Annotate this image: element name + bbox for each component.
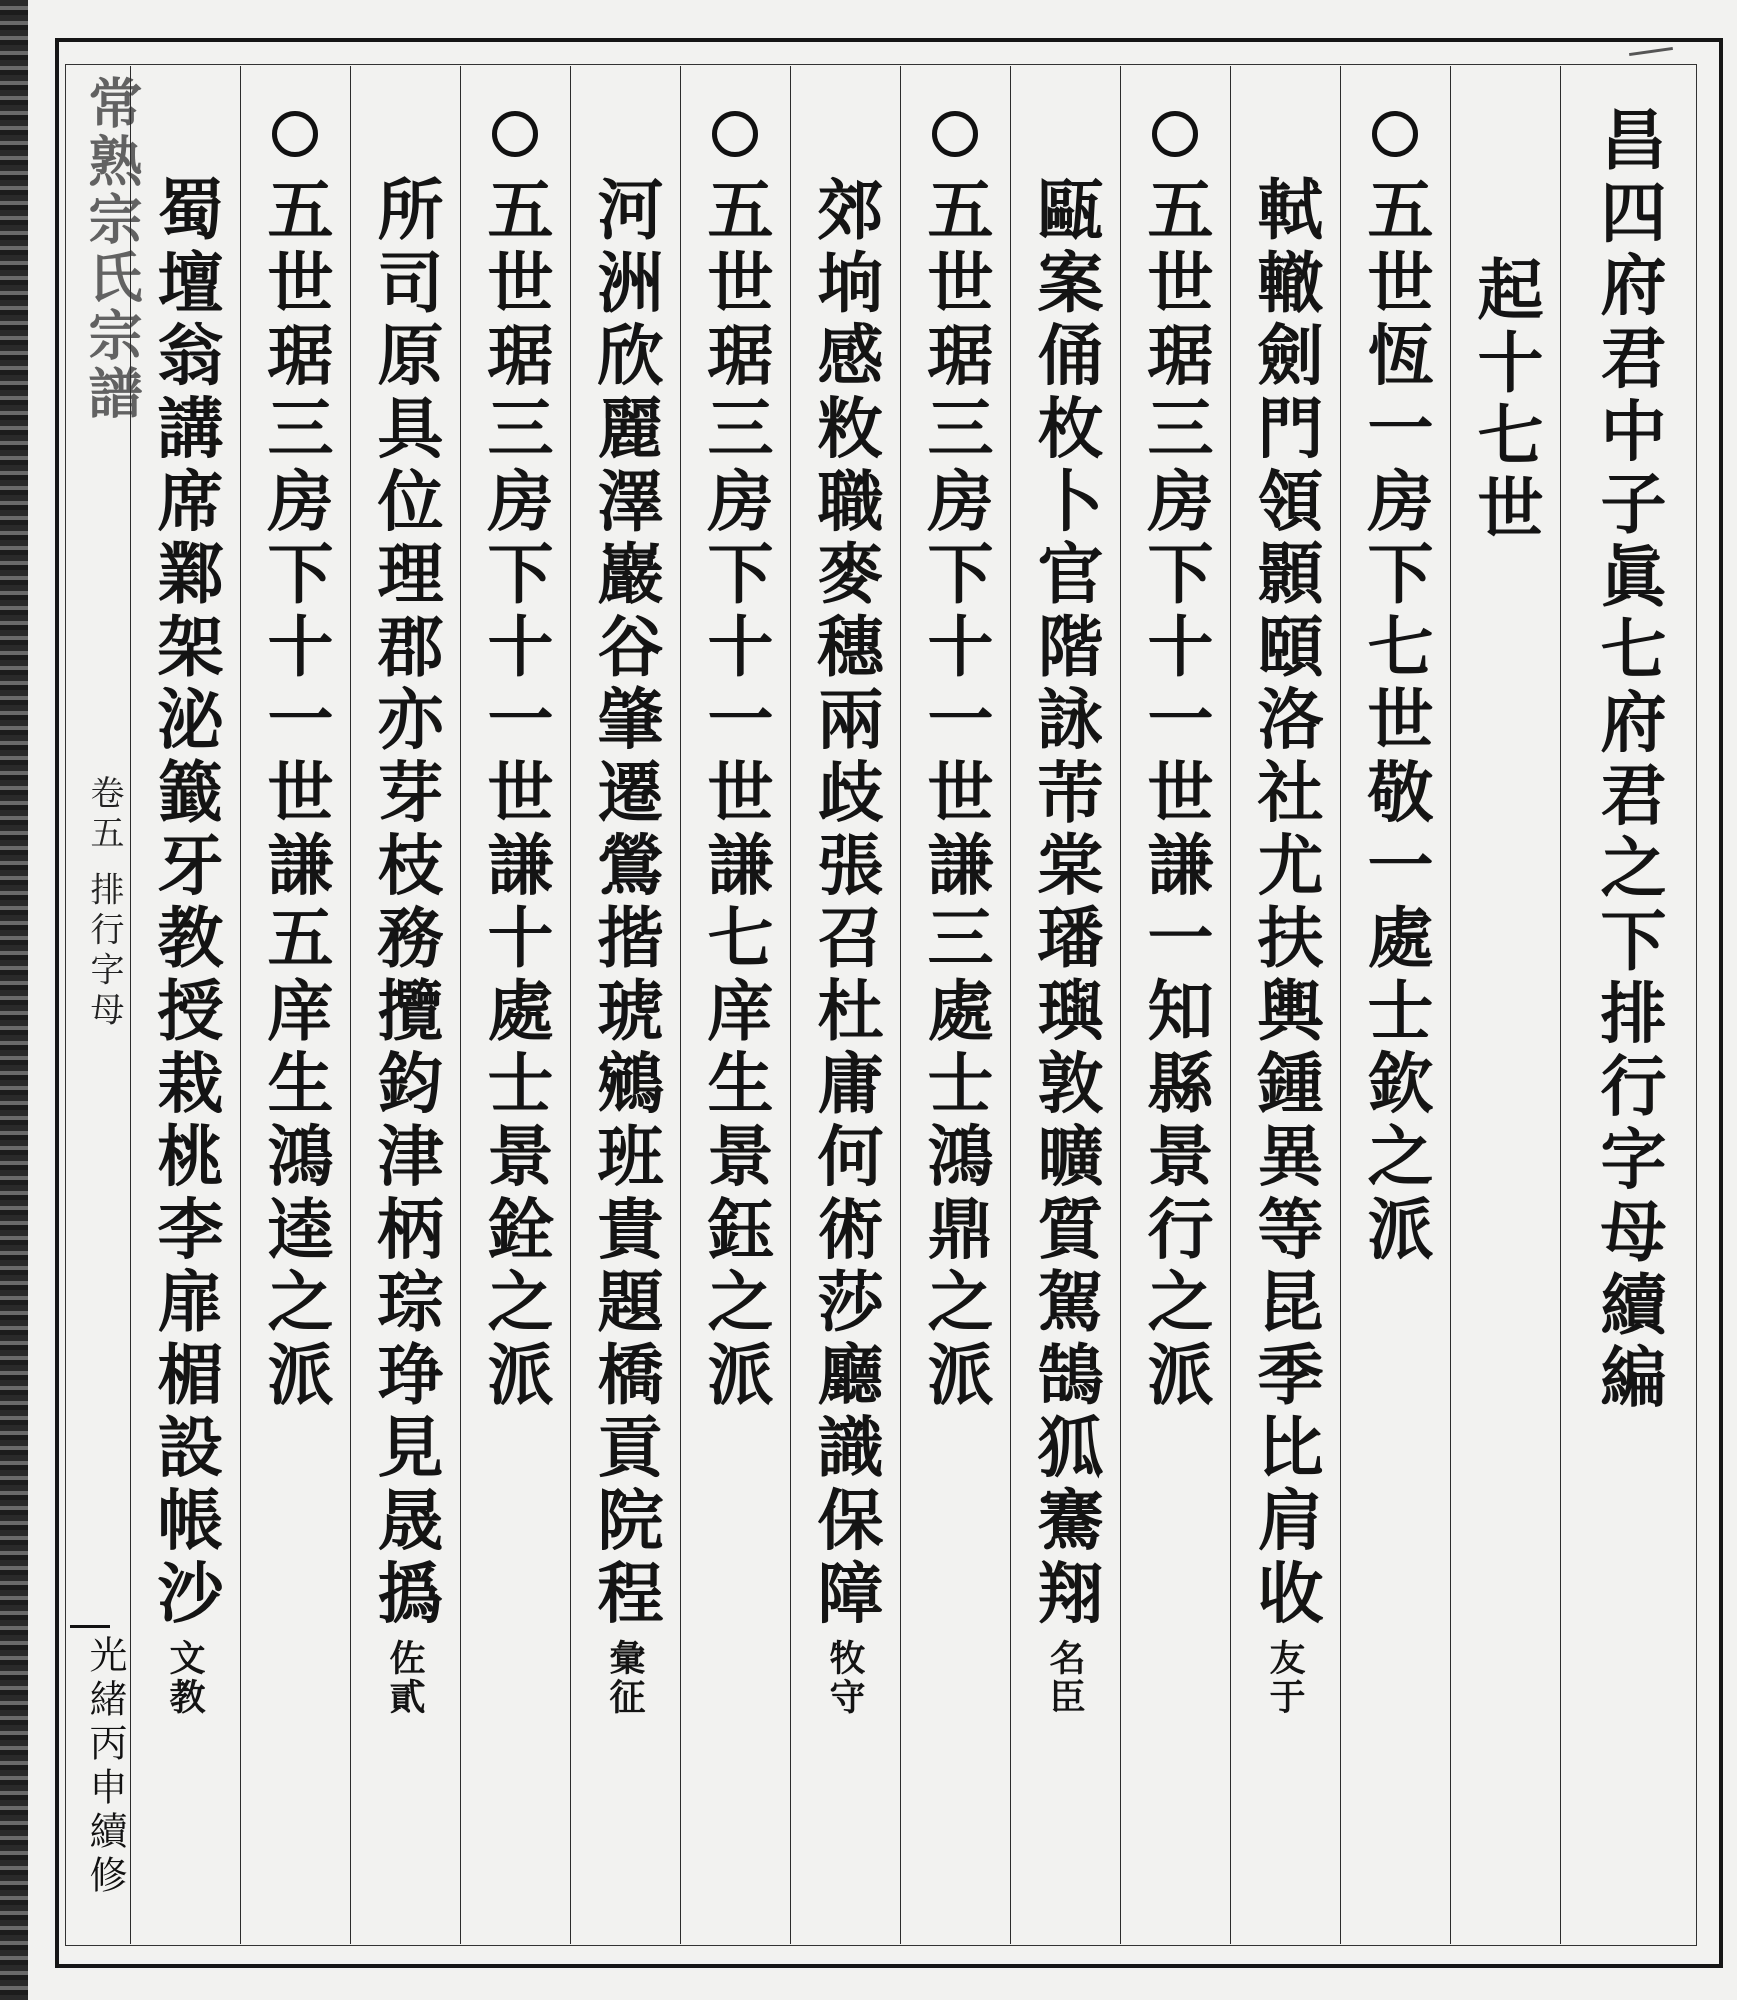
- generation-name-column: [791, 105, 899, 1717]
- column-rule: [1340, 66, 1341, 1944]
- column-rule: [350, 66, 351, 1944]
- column-text: 軾轍劍門領顥頤洛社尤扶輿鍾異等昆季比肩收: [1246, 175, 1324, 1631]
- generation-name-column: [1231, 105, 1339, 1717]
- lineage-heading-column: [1341, 105, 1449, 1267]
- generation-name-column: [1011, 105, 1119, 1717]
- column-text: 五世琚三房下十一世謙三處士鴻鼎之派: [916, 175, 994, 1413]
- category-note: 文教: [164, 1639, 206, 1717]
- book-binding-edge: [0, 0, 28, 2000]
- title-column: [1574, 105, 1682, 1415]
- column-text: 五世琚三房下十一世謙五庠生鴻逵之派: [256, 175, 334, 1413]
- column-rule: [570, 66, 571, 1944]
- category-note: 彙征: [604, 1639, 646, 1717]
- book-title: 常熟宗氏宗譜: [80, 75, 144, 423]
- text-frame: [65, 64, 1697, 1946]
- column-text: 昌四府君中子眞七府君之下排行字母續編: [1589, 105, 1667, 1416]
- edition-note: 光緒丙申續修: [83, 1635, 127, 1899]
- lineage-heading-column: [461, 105, 569, 1413]
- generation-name-column: [571, 105, 679, 1717]
- circle-marker-icon: [1152, 111, 1198, 157]
- genealogy-page: [55, 38, 1723, 1968]
- category-note: 名臣: [1044, 1639, 1086, 1717]
- circle-marker-icon: [272, 111, 318, 157]
- column-text: 郊垧感敉職麥穗兩歧張召杜庸何術莎廳識保障: [806, 175, 884, 1631]
- column-text: 五世琚三房下十一世謙七庠生景鈺之派: [696, 175, 774, 1413]
- circle-marker-icon: [1372, 111, 1418, 157]
- column-rule: [680, 66, 681, 1944]
- column-text: 五世琚三房下十一世謙一知縣景行之派: [1136, 175, 1214, 1413]
- lineage-heading-column: [1121, 105, 1229, 1413]
- column-rule: [460, 66, 461, 1944]
- category-note: 友于: [1264, 1639, 1306, 1717]
- generation-name-column: [131, 105, 239, 1717]
- column-rule: [1120, 66, 1121, 1944]
- circle-marker-icon: [932, 111, 978, 157]
- column-rule: [1010, 66, 1011, 1944]
- column-text: 河洲欣麗澤巖谷肇遷鶯揩琥鵷班貴題橋貢院程: [586, 175, 664, 1631]
- circle-marker-icon: [492, 111, 538, 157]
- category-note: 牧守: [824, 1639, 866, 1717]
- column-rule: [1230, 66, 1231, 1944]
- generation-name-column: [351, 105, 459, 1717]
- fore-edge-margin: [66, 65, 144, 1945]
- lineage-heading-column: [901, 105, 1009, 1413]
- edition-rule: [70, 1625, 110, 1628]
- column-text: 起十七世: [1466, 255, 1544, 547]
- column-rule: [790, 66, 791, 1944]
- lineage-heading-column: [681, 105, 789, 1413]
- lineage-heading-column: [241, 105, 349, 1413]
- section-label: 卷五 排行字母: [84, 775, 124, 1032]
- column-rule: [900, 66, 901, 1944]
- category-note: 佐貳: [384, 1639, 426, 1717]
- circle-marker-icon: [712, 111, 758, 157]
- column-rule: [1560, 66, 1561, 1944]
- column-text: 甌案俑枚卜官階詠芾棠璠璵敦曠質駕鵠狐騫翔: [1026, 175, 1104, 1631]
- column-rule: [130, 66, 131, 1944]
- column-text: 五世恆一房下七世敬一處士欽之派: [1356, 175, 1434, 1267]
- column-rule: [1450, 66, 1451, 1944]
- column-text: 所司原具位理郡亦芽枝務攬鈞津柄琮琤見晟撝: [366, 175, 444, 1631]
- column-text: 五世琚三房下十一世謙十處士景銓之派: [476, 175, 554, 1413]
- generation-name-column: [1451, 105, 1559, 546]
- column-text: 蜀壇翁講席鄴架泌籖牙教授栽桃李扉楣設帳沙: [146, 175, 224, 1631]
- column-rule: [240, 66, 241, 1944]
